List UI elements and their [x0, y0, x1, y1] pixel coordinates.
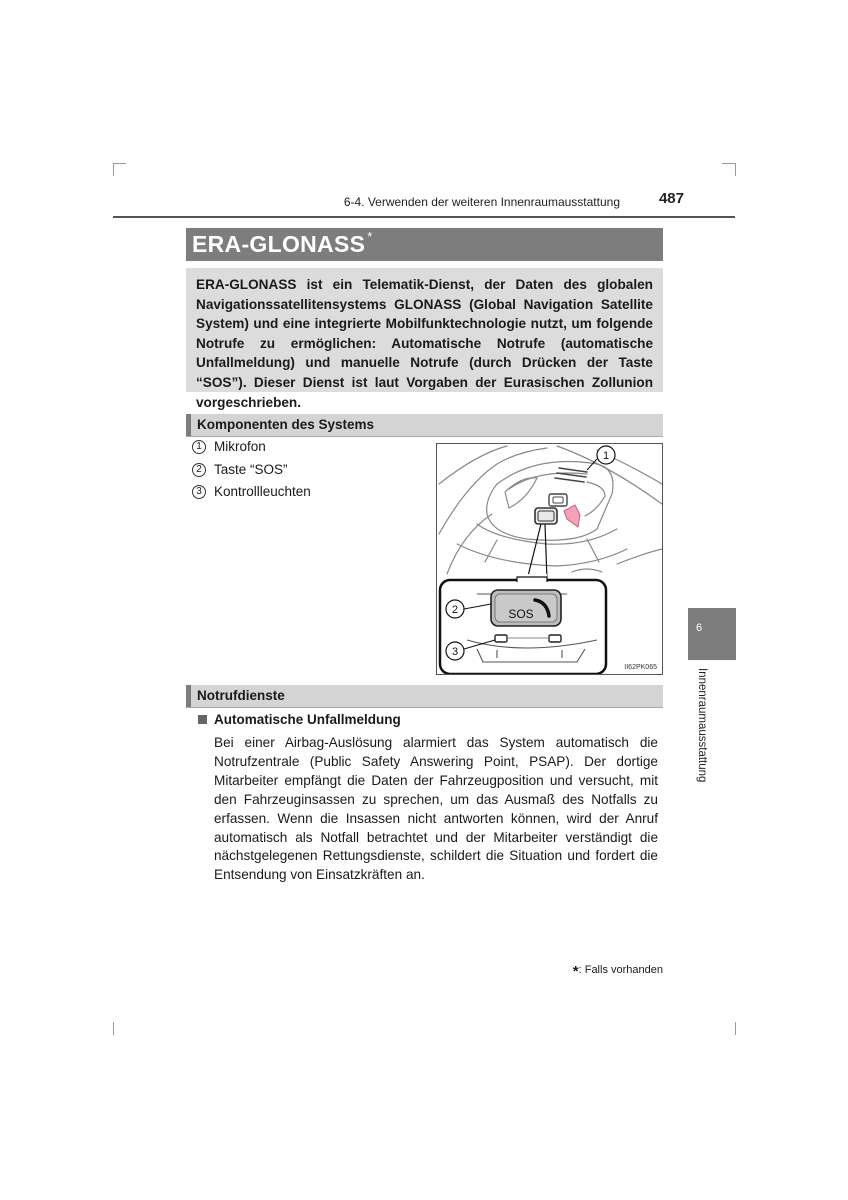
callout-number: 3 — [451, 646, 459, 658]
sos-button-text: SOS — [508, 607, 534, 621]
figure-code: II62PK065 — [624, 664, 657, 671]
footnote-symbol: * — [572, 963, 579, 980]
component-label: Mikrofon — [214, 439, 266, 454]
footnote — [540, 960, 663, 980]
circled-number: 3 — [192, 485, 206, 499]
crop-mark — [722, 163, 735, 164]
title-asterisk: * — [367, 229, 373, 245]
subheading — [198, 712, 401, 727]
circled-number: 2 — [192, 463, 206, 477]
section-accent — [186, 685, 191, 707]
section-heading-emergency — [186, 685, 663, 708]
crop-mark — [113, 163, 114, 176]
crop-mark — [113, 163, 126, 164]
page-number: 487 — [658, 190, 684, 207]
chapter-label: Innenraumausstattung — [696, 668, 708, 783]
overhead-console-figure — [436, 443, 663, 675]
section-accent — [186, 414, 191, 436]
component-label: Taste “SOS” — [214, 461, 288, 477]
intro-box — [186, 268, 663, 410]
title-bar — [186, 228, 663, 261]
bullet-square-icon — [198, 715, 207, 724]
running-header-section: 6-4. Verwenden der weiteren Innenraumausstattung — [343, 195, 620, 209]
component-label: Kontrollleuchten — [214, 484, 311, 499]
page-title — [192, 231, 373, 258]
chapter-number: 6 — [696, 622, 703, 634]
console-illustration — [437, 444, 663, 675]
callout-number: 2 — [451, 604, 459, 616]
indicator-lamp — [549, 635, 561, 642]
indicator-lamp — [495, 635, 507, 642]
header-rule — [113, 216, 735, 218]
crop-mark — [113, 1022, 114, 1035]
section-heading-label: Notrufdienste — [197, 688, 285, 703]
section-heading-label: Komponenten des Systems — [197, 417, 375, 432]
chapter-tab — [688, 608, 736, 660]
section-heading-components — [186, 414, 663, 437]
circled-number: 1 — [192, 440, 206, 454]
crop-mark — [735, 1022, 736, 1035]
crop-mark — [735, 163, 736, 176]
body-paragraph: Bei einer Airbag-Auslösung alarmiert das System automatisch die Notrufzentrale (Public Safety Answering Point, PSAP). Der dortige Mitarbeiter empfängt die Daten der Fahrzeugposition und versucht, mit den Fahrzeuginsassen zu sprechen, um das Ausmaß des Notfalls zu erfassen. Wenn die Insassen nicht antworten können, wird der Anruf automatisch als Notfall betrachtet und der Mitarbeiter verständigt die nächstgelegenen Rettungsdienste, schildert die Situation und fordert die Entsendung von Einsatzkräften an. — [214, 735, 658, 883]
subheading-text: Automatische Unfallmeldung — [214, 712, 401, 727]
page-title-text: ERA-GLONASS — [192, 231, 366, 257]
intro-text: ERA-GLONASS ist ein Telematik-Dienst, der Daten des globalen Navigationssatellitensystems GLONASS (Global Navigation Satellite System) und eine integrierte Mobilfunktechnologie nutzt, um folgende Notrufe zu ermöglichen: Automatische Notrufe (automatische Unfallmeldung) und manuelle Notrufe (durch Drücken der Taste “SOS”). Dieser Dienst ist laut Vorgaben der Eurasischen Zollunion vorgeschrieben. — [196, 277, 653, 410]
footnote-text: : Falls vorhanden — [578, 964, 663, 976]
callout-number: 1 — [602, 450, 610, 462]
